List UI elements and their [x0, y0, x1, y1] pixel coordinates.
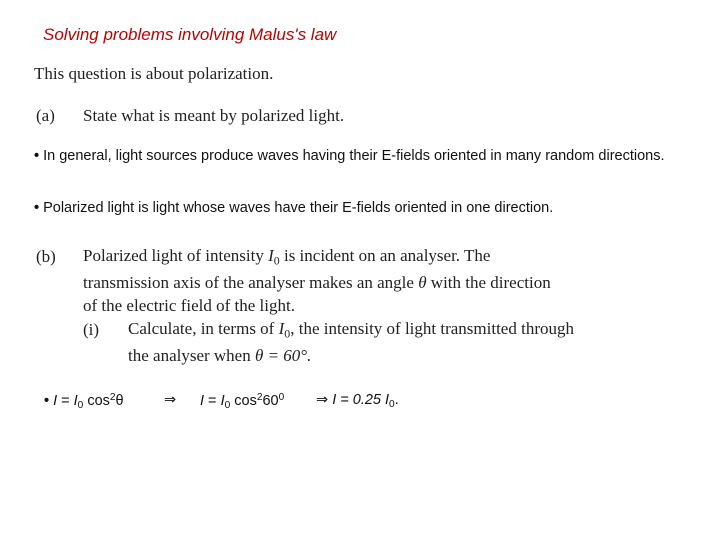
answer-a-2-text: Polarized light is light whose waves have their E-fields oriented in one direction.	[43, 200, 554, 216]
part-b-i-line-2: the analyser when θ = 60°.	[128, 346, 312, 366]
part-b-line-2: transmission axis of the analyser makes an angle θ with the direction	[83, 273, 551, 293]
part-b-i-question	[128, 318, 574, 368]
bullet-icon: •	[34, 148, 40, 164]
part-b-question	[83, 245, 551, 317]
part-b-label: (b)	[36, 247, 56, 266]
bullet-icon: •	[44, 393, 50, 410]
equation-1: • $I = I_0$ $\cos^2\theta$	[44, 392, 124, 412]
answer-a-1-text: In general, light sources produce waves having their E-fields oriented in many random directions.	[43, 148, 665, 164]
implies-icon: ⇒	[164, 392, 177, 408]
question-intro: This question is about polarization.	[34, 64, 274, 83]
part-a-question: State what is meant by polarized light.	[83, 106, 345, 125]
answer-a-1	[34, 146, 674, 167]
part-b-i-label: (i)	[83, 320, 100, 339]
equation-2: $I = I_0$ $\cos^260^0$	[200, 392, 285, 412]
implies-icon: ⇒	[316, 392, 329, 408]
slide-title: Solving problems involving Malus's law	[43, 25, 337, 44]
bullet-icon: •	[34, 200, 40, 216]
answer-a-2	[34, 198, 674, 219]
part-b-line-3: of the electric field of the light.	[83, 295, 295, 315]
part-a-label: (a)	[36, 106, 55, 125]
part-b-line-1: Polarized light of intensity $I_0$ is incident on an analyser. The	[83, 246, 491, 268]
part-b-i-line-1: Calculate, in terms of $I_0$, the intensity of light transmitted through	[128, 319, 574, 341]
equation-3: ⇒ I = 0.25 $I_0$.	[316, 392, 399, 411]
